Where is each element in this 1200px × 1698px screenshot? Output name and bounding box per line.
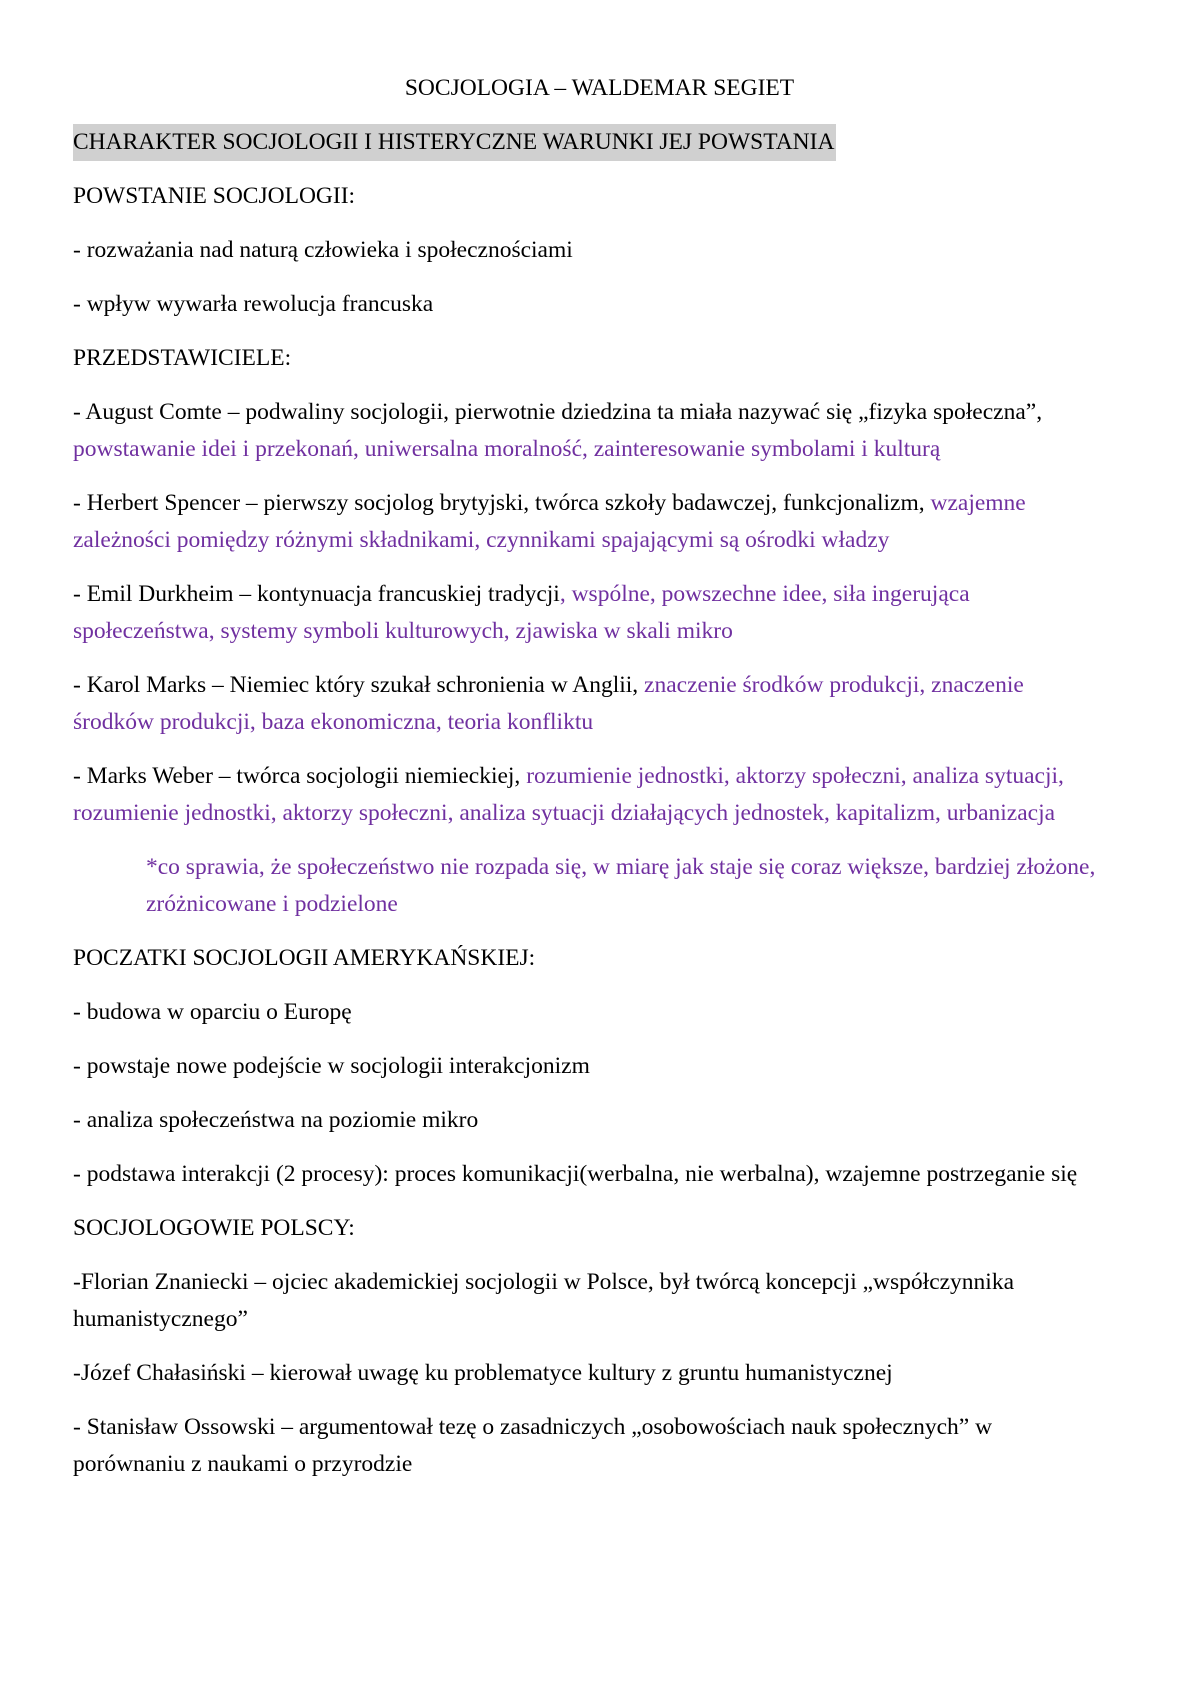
representative-main-text: - Marks Weber – twórca socjologii niemieckiej, bbox=[73, 763, 527, 789]
amerykanska-item: - budowa w oparciu o Europę bbox=[73, 999, 352, 1025]
polscy-heading: SOCJOLOGOWIE POLSCY: bbox=[73, 1215, 355, 1241]
representative-main-text: - August Comte – podwaliny socjologii, pierwotnie dziedzina ta miała nazywać się „fizyka społeczna”, bbox=[73, 399, 1043, 425]
representative-spencer bbox=[73, 485, 1108, 559]
document-title: SOCJOLOGIA – WALDEMAR SEGIET bbox=[404, 75, 795, 101]
representative-highlight-text: rozumienie jednostki, aktorzy społeczni, analiza sytuacji, rozumienie jednostki, aktorzy społeczni, analiza sytuacji działających jednostek, kapitalizm, urbanizacja bbox=[73, 763, 1064, 826]
powstanie-heading: POWSTANIE SOCJOLOGII: bbox=[73, 183, 356, 209]
representative-main-text: - Emil Durkheim – kontynuacja francuskiej tradycji bbox=[73, 581, 560, 607]
amerykanska-item: - analiza społeczeństwa na poziomie mikro bbox=[73, 1107, 479, 1133]
amerykanska-item: - podstawa interakcji (2 procesy): proces komunikacji(werbalna, nie werbalna), wzajemne postrzeganie się bbox=[73, 1161, 1078, 1187]
section-heading: CHARAKTER SOCJOLOGII I HISTERYCZNE WARUNKI JEJ POWSTANIA bbox=[73, 124, 836, 161]
przedstawiciele-note: *co sprawia, że społeczeństwo nie rozpada się, w miarę jak staje się coraz większe, bardziej złożone, zróżnicowane i podzielone bbox=[146, 854, 1096, 917]
representative-highlight-text: znaczenie środków produkcji, znaczenie środków produkcji, baza ekonomiczna, teoria konfliktu bbox=[73, 672, 1024, 735]
representative-durkheim bbox=[73, 576, 1108, 650]
polscy-item: -Józef Chałasiński – kierował uwagę ku problematyce kultury z gruntu humanistycznej bbox=[73, 1360, 893, 1386]
amerykanska-item: - powstaje nowe podejście w socjologii interakcjonizm bbox=[73, 1053, 590, 1079]
representative-highlight-text: powstawanie idei i przekonań, uniwersalna moralność, zainteresowanie symbolami i kulturą bbox=[73, 436, 941, 462]
representative-highlight-text: , wspólne, powszechne idee, siła ingerująca społeczeństwa, systemy symboli kulturowych, zjawiska w skali mikro bbox=[73, 581, 970, 644]
representative-marks bbox=[73, 667, 1108, 741]
amerykanska-heading: POCZATKI SOCJOLOGII AMERYKAŃSKIEJ: bbox=[73, 945, 536, 971]
przedstawiciele-heading: PRZEDSTAWICIELE: bbox=[73, 345, 292, 371]
polscy-item: - Stanisław Ossowski – argumentował tezę o zasadniczych „osobowościach nauk społecznych” w porównaniu z naukami o przyrodzie bbox=[73, 1414, 993, 1477]
representative-main-text: - Karol Marks – Niemiec który szukał schronienia w Anglii, bbox=[73, 672, 645, 698]
representative-comte bbox=[73, 394, 1108, 468]
powstanie-item: - wpływ wywarła rewolucja francuska bbox=[73, 291, 434, 317]
powstanie-item: - rozważania nad naturą człowieka i społecznościami bbox=[73, 237, 573, 263]
polscy-item: -Florian Znaniecki – ojciec akademickiej socjologii w Polsce, był twórcą koncepcji „współczynnika humanistycznego” bbox=[73, 1269, 1015, 1332]
section-heading-wrapper bbox=[73, 124, 1108, 178]
representative-highlight-text: wzajemne zależności pomiędzy różnymi składnikami, czynnikami spajającymi są ośrodki władzy bbox=[73, 490, 1026, 553]
representative-main-text: - Herbert Spencer – pierwszy socjolog brytyjski, twórca szkoły badawczej, funkcjonalizm, bbox=[73, 490, 931, 516]
representative-weber bbox=[73, 758, 1108, 832]
